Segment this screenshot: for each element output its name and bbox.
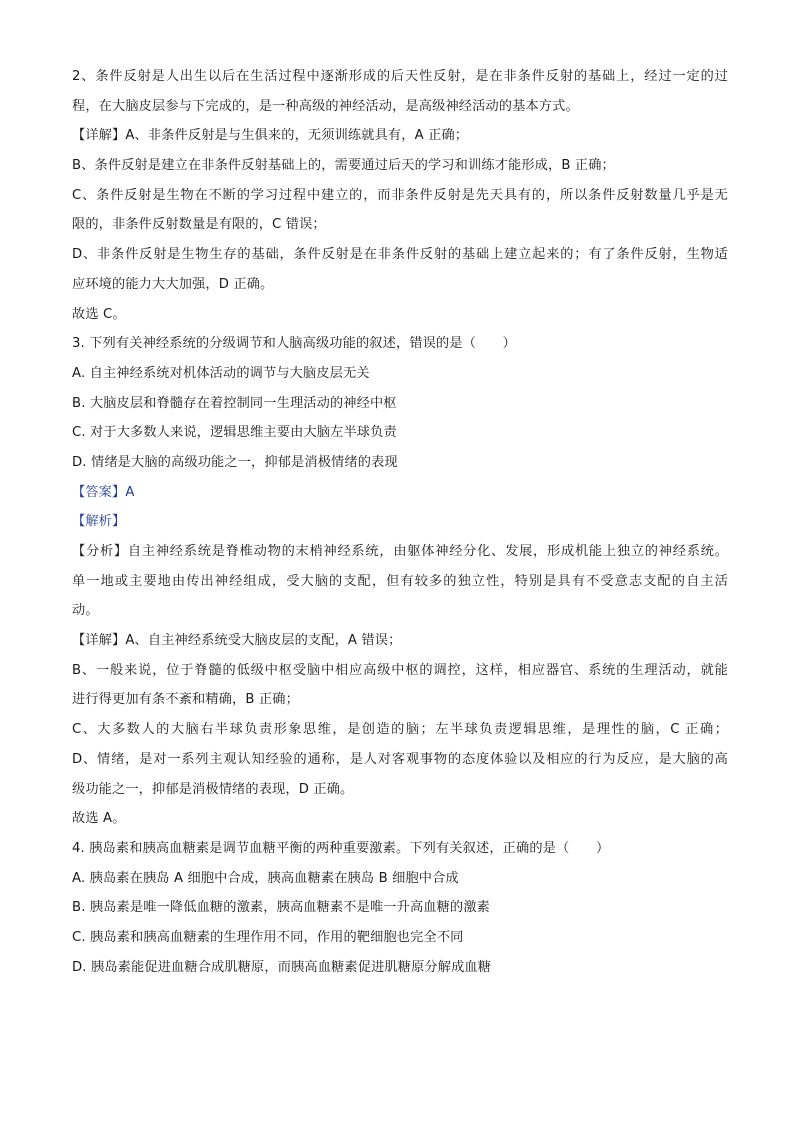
explanation-line: C、大多数人的大脑右半球负责形象思维，是创造的脑；左半球负责逻辑思维，是理性的脑，C 正确； xyxy=(72,722,728,738)
explanation-line: 【详解】A、自主神经系统受大脑皮层的支配，A 错误； xyxy=(72,633,402,649)
question-stem: 3. 下列有关神经系统的分级调节和人脑高级功能的叙述，错误的是（ ） xyxy=(72,336,517,352)
answer-choice-line: 故选 A。 xyxy=(72,811,126,827)
text-line: 程，在大脑皮层参与下完成的，是一种高级的神经活动，是高级神经活动的基本方式。 xyxy=(72,98,579,114)
explanation-line: 【详解】A、非条件反射是与生俱来的，无须训练就具有，A 正确； xyxy=(72,128,469,144)
question-option: B. 胰岛素是唯一降低血糖的激素，胰高血糖素不是唯一升高血糖的激素 xyxy=(72,900,491,916)
analysis-label: 【解析】 xyxy=(72,514,126,530)
analysis-line: 单一地或主要地由传出神经组成，受大脑的支配，但有较多的独立性，特别是具有不受意志支配的自主活 xyxy=(72,573,728,589)
explanation-line: C、条件反射是生物在不断的学习过程中建立的，而非条件反射是先天具有的，所以条件反射数量几乎是无 xyxy=(72,187,728,203)
question-option: D. 胰岛素能促进血糖合成肌糖原，而胰高血糖素促进肌糖原分解成血糖 xyxy=(72,959,492,975)
explanation-line: D、非条件反射是生物生存的基础，条件反射是在非条件反射的基础上建立起来的；有了条件反射，生物适 xyxy=(72,247,728,263)
question-option: D. 情绪是大脑的高级功能之一，抑郁是消极情绪的表现 xyxy=(72,454,398,470)
analysis-line: 动。 xyxy=(72,603,99,619)
document-page xyxy=(72,62,728,982)
explanation-line: B、条件反射是建立在非条件反射基础上的，需要通过后天的学习和训练才能形成，B 正确； xyxy=(72,158,615,174)
explanation-line: 级功能之一，抑郁是消极情绪的表现，D 正确。 xyxy=(72,781,354,797)
explanation-line: 限的，非条件反射数量是有限的，C 错误； xyxy=(72,217,326,233)
text-line: 2、条件反射是人出生以后在生活过程中逐渐形成的后天性反射，是在非条件反射的基础上，经过一定的过 xyxy=(72,69,728,84)
question-stem: 4. 胰岛素和胰高血糖素是调节血糖平衡的两种重要激素。下列有关叙述，正确的是（ ） xyxy=(72,840,610,856)
explanation-line: 应环境的能力大大加强，D 正确。 xyxy=(72,276,274,292)
question-option: C. 胰岛素和胰高血糖素的生理作用不同，作用的靶细胞也完全不同 xyxy=(72,929,464,945)
explanation-line: B、一般来说，位于脊髓的低级中枢受脑中相应高级中枢的调控，这样，相应器官、系统的生理活动，就能 xyxy=(72,662,728,678)
answer-choice-line: 故选 C。 xyxy=(72,306,126,322)
explanation-line: D、情绪，是对一系列主观认知经验的通称，是人对客观事物的态度体验以及相应的行为反应，是大脑的高 xyxy=(72,751,728,767)
analysis-line: 【分析】自主神经系统是脊椎动物的末梢神经系统，由躯体神经分化、发展，形成机能上独立的神经系统。 xyxy=(72,544,728,559)
answer-label: 【答案】A xyxy=(72,484,135,500)
question-option: A. 自主神经系统对机体活动的调节与大脑皮层无关 xyxy=(72,365,370,381)
question-option: B. 大脑皮层和脊髓存在着控制同一生理活动的神经中枢 xyxy=(72,395,397,411)
question-option: C. 对于大多数人来说，逻辑思维主要由大脑左半球负责 xyxy=(72,425,397,441)
explanation-line: 进行得更加有条不紊和精确，B 正确； xyxy=(72,692,299,708)
question-option: A. 胰岛素在胰岛 A 细胞中合成，胰高血糖素在胰岛 B 细胞中合成 xyxy=(72,870,459,886)
